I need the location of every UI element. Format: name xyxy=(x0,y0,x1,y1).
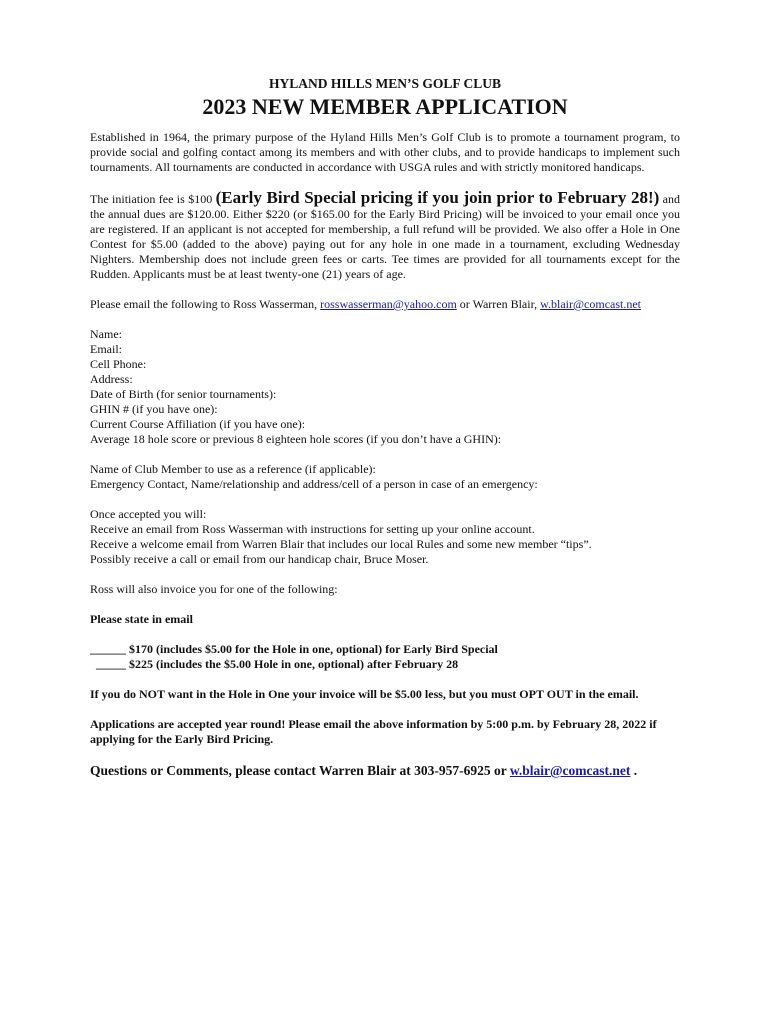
deadline-note: Applications are accepted year round! Please email the above information by 5:00 p.m. by February 28, 2022 if applying for the Early Bird Pricing. xyxy=(90,717,657,746)
field-reference: Name of Club Member to use as a reference (if applicable): xyxy=(90,462,376,476)
applicant-fields xyxy=(90,327,680,447)
reference-fields xyxy=(90,462,680,492)
intro-paragraph: Established in 1964, the primary purpose of the Hyland Hills Men’s Golf Club is to promote a tournament program, to provide social and golfing contact among its members and with other clubs, and to provide handicaps to implement such tournaments. All tournaments are conducted in accordance with USGA rules and with strictly monitored handicaps. xyxy=(90,130,680,174)
ross-email-link[interactable]: rosswasserman@yahoo.com xyxy=(320,297,457,311)
page-title: 2023 NEW MEMBER APPLICATION xyxy=(202,94,568,119)
warren-email-link[interactable]: w.blair@comcast.net xyxy=(540,297,642,311)
club-name: HYLAND HILLS MEN’S GOLF CLUB xyxy=(268,76,502,91)
option-early-bird: ______ $170 (includes $5.00 for the Hole in one, optional) for Early Bird Special xyxy=(90,642,498,656)
fees-body: and the annual dues are $120.00. Either $220 (or $165.00 for the Early Bird Pricing) will be invoiced to your email once you are registered. If an applicant is not accepted for membership, a full refund will be provided. We also offer a Hole in One Contest for $5.00 (added to the above) paying out for any hole in one made in a tournament, excluding Wednesday Nighters. Membership does not include green fees or carts. Tee times are provided for all tournaments except for the Rudden. Applicants must be at least twenty-one (21) years of age. xyxy=(90,192,680,281)
option-regular: _____ $225 (includes the $5.00 Hole in one, optional) after February 28 xyxy=(90,657,459,671)
field-address: Address: xyxy=(90,372,133,386)
early-bird-highlight: (Early Bird Special pricing if you join prior to February 28!) xyxy=(215,188,660,207)
accepted-item: Possibly receive a call or email from our handicap chair, Bruce Moser. xyxy=(90,552,429,566)
accepted-item: Receive an email from Ross Wasserman with instructions for setting up your online account. xyxy=(90,522,535,536)
field-average-score: Average 18 hole score or previous 8 eighteen hole scores (if you don’t have a GHIN): xyxy=(90,432,502,446)
field-emergency-contact: Emergency Contact, Name/relationship and address/cell of a person in case of an emergency: xyxy=(90,477,538,491)
accepted-heading: Once accepted you will: xyxy=(90,507,207,521)
contact-middle: or Warren Blair, xyxy=(456,297,541,311)
questions-suffix: . xyxy=(630,763,638,778)
opt-out-note: If you do NOT want in the Hole in One your invoice will be $5.00 less, but you must OPT OUT in the email. xyxy=(90,687,639,701)
fees-lead: The initiation fee is $100 xyxy=(90,192,216,206)
field-date-of-birth: Date of Birth (for senior tournaments): xyxy=(90,387,277,401)
invoice-note: Ross will also invoice you for one of the following: xyxy=(90,582,338,596)
questions-email-link[interactable]: w.blair@comcast.net xyxy=(509,763,631,778)
field-course-affiliation: Current Course Affiliation (if you have one): xyxy=(90,417,306,431)
fees-paragraph xyxy=(90,190,680,282)
accepted-list xyxy=(90,507,680,567)
field-cell-phone: Cell Phone: xyxy=(90,357,147,371)
questions-line xyxy=(90,762,680,779)
contact-prefix: Please email the following to Ross Wasserman, xyxy=(90,297,321,311)
field-email: Email: xyxy=(90,342,122,356)
state-note: Please state in email xyxy=(90,612,193,626)
contact-line xyxy=(90,297,680,312)
questions-prefix: Questions or Comments, please contact Warren Blair at 303-957-6925 or xyxy=(90,763,510,778)
field-ghin: GHIN # (if you have one): xyxy=(90,402,218,416)
field-name: Name: xyxy=(90,327,122,341)
accepted-item: Receive a welcome email from Warren Blair that includes our local Rules and some new member “tips”. xyxy=(90,537,592,551)
